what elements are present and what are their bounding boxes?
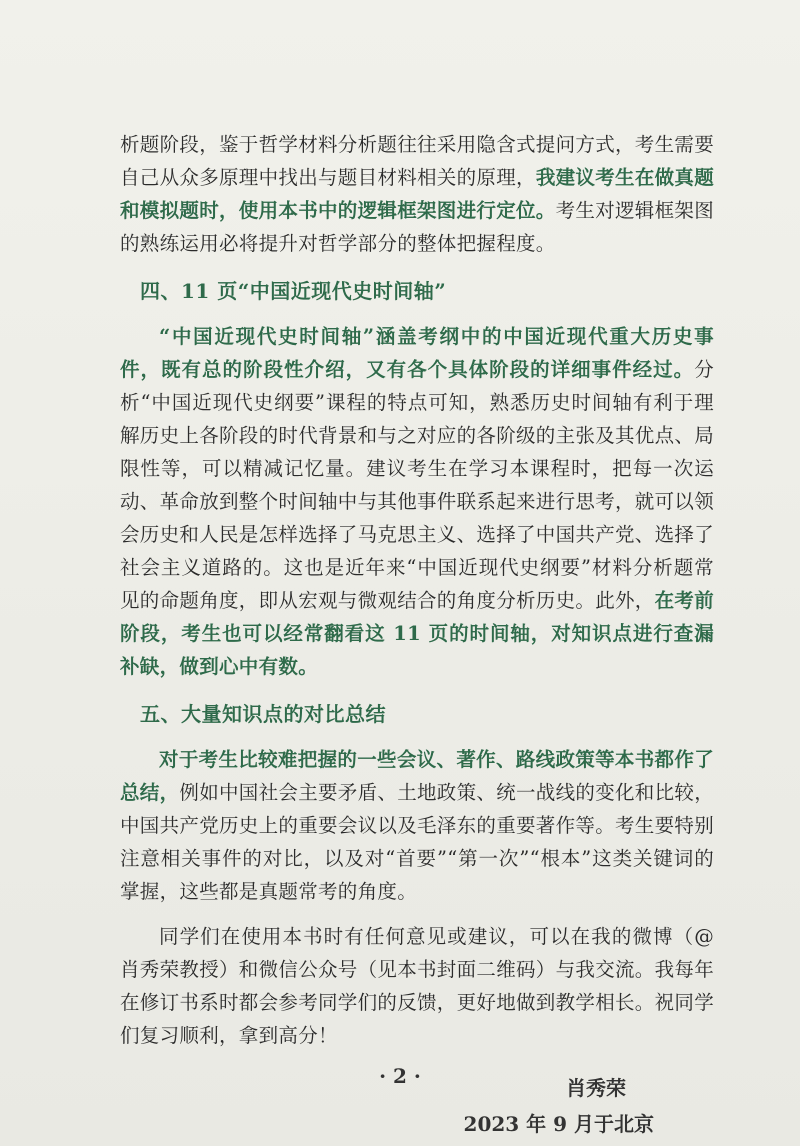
intro-highlight: 我建议考生在做真题和模拟题时，使用本书中的逻辑框架图进行定位。 — [120, 166, 715, 222]
page-number: · 2 · — [379, 1064, 421, 1088]
section-4-highlight-1: “中国近现代史时间轴”涵盖考纲中的中国近现代重大历史事件，既有总的阶段性介绍，又有各个具体阶段的详细事件经过。 — [120, 325, 714, 381]
closing-paragraph: 同学们在使用本书时有任何意见或建议，可以在我的微博（@ 肖秀荣教授）和微信公众号（见本书封面二维码）与我交流。我每年在修订书系时都会参考同学们的反馈，更好地做到教学相长。祝同学们复习顺利，拿到高分！ — [120, 925, 715, 1047]
page-content — [120, 128, 714, 1142]
section-5-heading: 五、大量知识点的对比总结 — [140, 702, 386, 726]
section-5-highlight: 对于考生比较难把握的一些会议、著作、路线政策等本书都作了总结， — [120, 748, 714, 804]
intro-text-1: 析题阶段，鉴于哲学材料分析题往往采用隐含式提问方式，考生需要自己从众多原理中找出与题目材料相关的原理， — [120, 133, 715, 189]
section-4-text: 分析“中国近现代史纲要”课程的特点可知，熟悉历史时间轴有利于理解历史上各阶段的时代背景和与之对应的各阶级的主张及其优点、局限性等，可以精减记忆量。建议考生在学习本课程时，把每一次运动、革命放到整个时间轴中与其他事件联系起来进行思考，就可以领会历史和人民是怎样选择了马克思主义、选择了中国共产党、选择了社会主义道路的。这也是近年来“中国近现代史纲要”材料分析题常见的命题角度，即从宏观与微观结合的角度分析历史。此外， — [120, 358, 715, 612]
section-4-heading: 四、11 页“中国近现代史时间轴” — [140, 279, 447, 303]
signature-date: 2023 年 9 月于北京 — [463, 1112, 654, 1136]
section-5-text: 例如中国社会主要矛盾、土地政策、统一战线的变化和比较，中国共产党历史上的重要会议以及毛泽东的重要著作等。考生要特别注意相关事件的对比，以及对“首要”“第一次”“根本”这类关键词的掌握，这些都是真题常考的角度。 — [120, 781, 715, 903]
section-4-paragraph — [120, 320, 714, 683]
intro-paragraph — [120, 128, 714, 260]
section-5-paragraph — [120, 743, 714, 908]
intro-text-2: 考生对逻辑框架图的熟练运用必将提升对哲学部分的整体把握程度。 — [120, 199, 715, 255]
section-4-highlight-2: 在考前阶段，考生也可以经常翻看这 11 页的时间轴，对知识点进行查漏补缺，做到心中有数。 — [120, 589, 715, 678]
author-name: 肖秀荣 — [566, 1076, 626, 1100]
